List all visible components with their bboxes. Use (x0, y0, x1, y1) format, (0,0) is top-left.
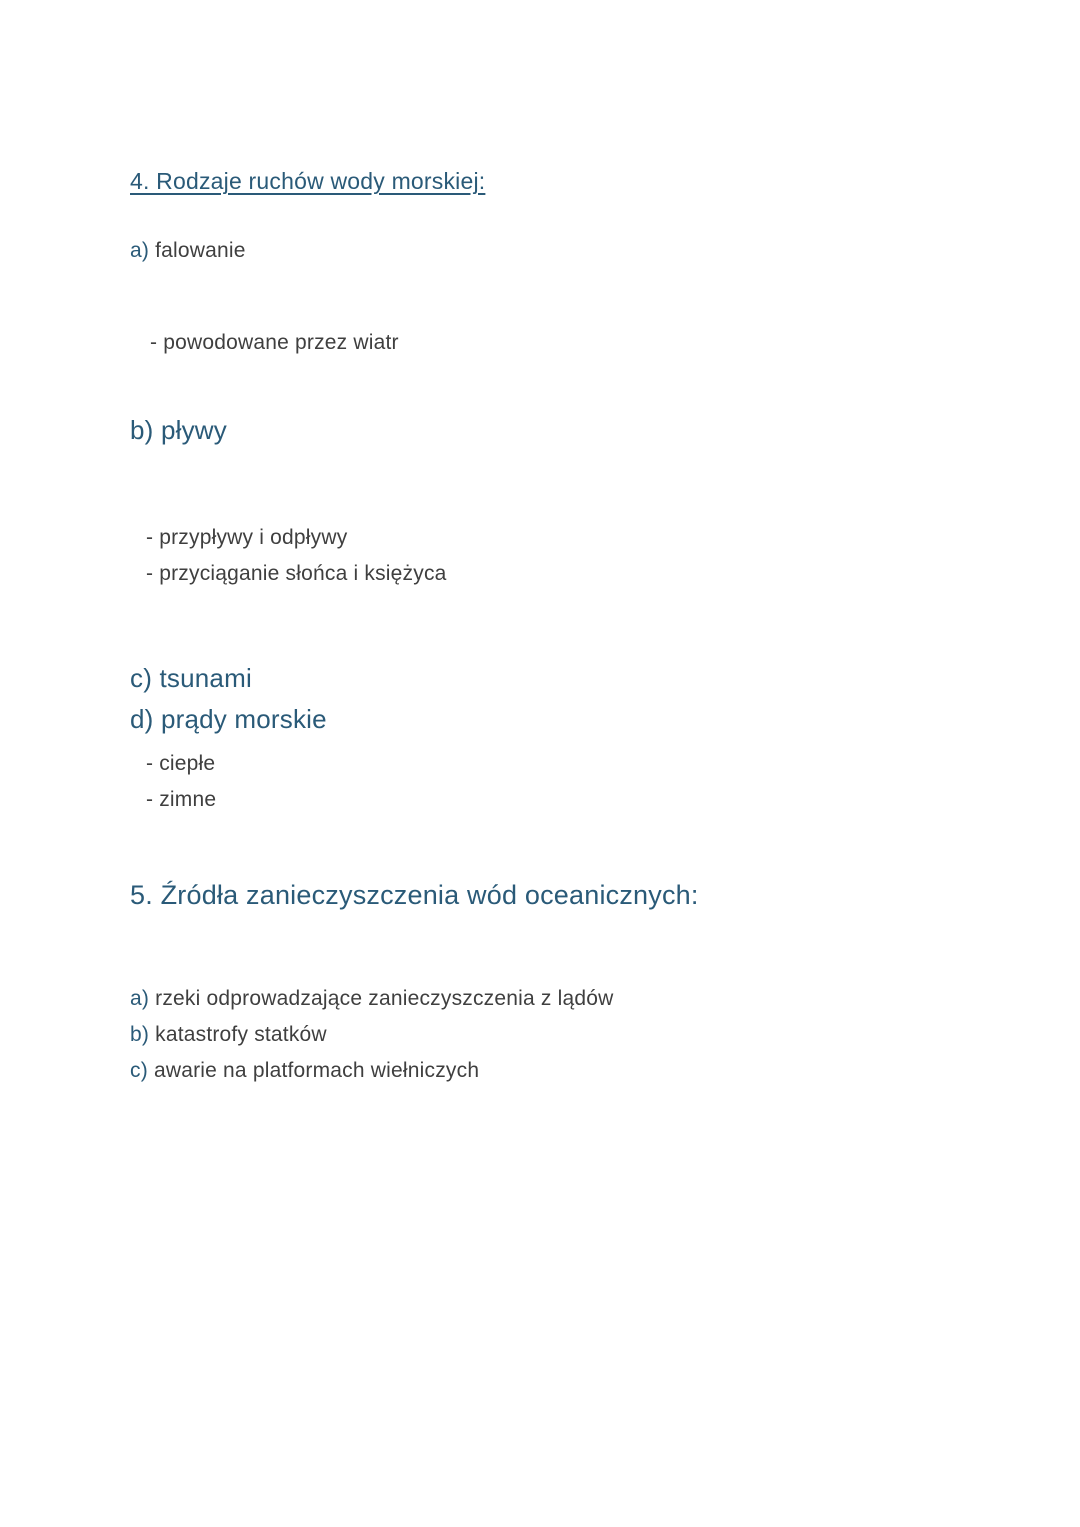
list-item-prefix: c) (130, 1059, 148, 1082)
detail-group-prady (130, 746, 990, 818)
list-item-rzeki (130, 981, 990, 1017)
list-item-text: rzeki odprowadzające zanieczyszczenia z lądów (155, 987, 614, 1010)
list-item-text: falowanie (155, 239, 246, 262)
list-item-prefix: a) (130, 239, 150, 262)
list-item-awarie (130, 1053, 990, 1089)
detail-cieple: - ciepłe (146, 752, 216, 775)
list-item-prefix: a) (130, 987, 150, 1010)
list-item-prefix: b) (130, 1023, 150, 1046)
detail-przyplywy: - przypływy i odpływy (146, 526, 348, 549)
sub-heading-prady-morskie: d) prądy morskie (130, 704, 327, 734)
sub-heading-plywy: b) pływy (130, 415, 227, 445)
list-item-falowanie (130, 239, 990, 263)
detail-zimne: - zimne (146, 788, 217, 811)
list-item-katastrofy (130, 1017, 990, 1053)
section-5-heading: 5. Źródła zanieczyszczenia wód oceanicznych: (130, 880, 699, 910)
list-item-text: awarie na platformach wiełniczych (153, 1059, 480, 1082)
detail-group-plywy (130, 520, 990, 592)
list-item-text: katastrofy statków (155, 1023, 327, 1046)
detail-przyciaganie: - przyciąganie słońca i księżyca (146, 562, 447, 585)
pollution-list (130, 981, 990, 1089)
section-4-heading: 4. Rodzaje ruchów wody morskiej: (130, 168, 486, 194)
sub-heading-tsunami: c) tsunami (130, 663, 252, 693)
document-content (130, 168, 990, 1089)
detail-powodowane-wiatr: - powodowane przez wiatr (150, 331, 399, 354)
